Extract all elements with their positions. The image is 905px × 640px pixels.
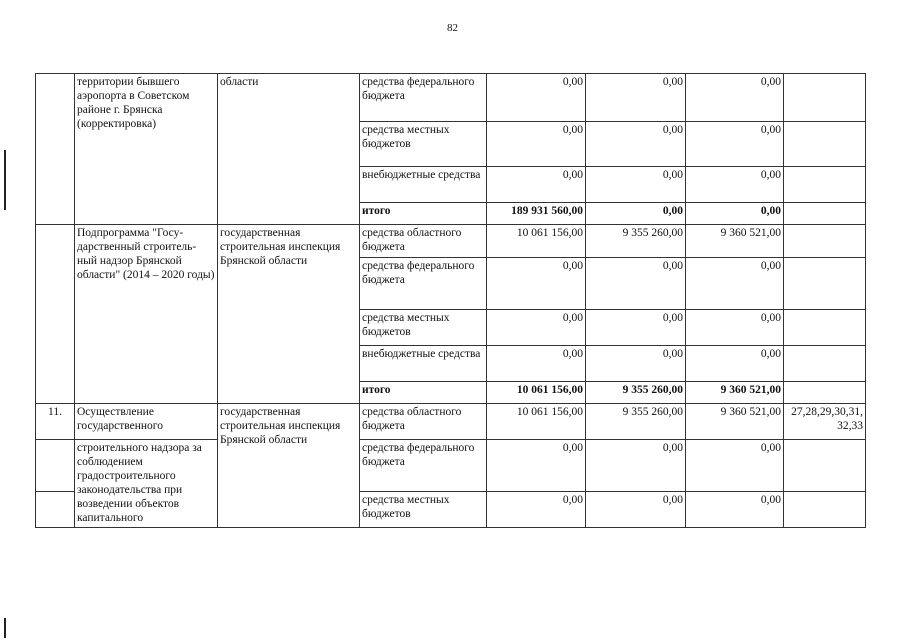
year3-value: 0,00 — [686, 258, 784, 310]
year2-value: 9 355 260,00 — [586, 404, 686, 440]
table-row — [36, 440, 866, 492]
executor-cell: области — [218, 74, 360, 225]
year1-value: 10 061 156,00 — [487, 404, 586, 440]
table-row — [36, 225, 866, 258]
year3-total: 0,00 — [686, 203, 784, 225]
year3-value: 9 360 521,00 — [686, 404, 784, 440]
index-cell — [36, 492, 75, 528]
funding-source-cell: средства федерального бюджета — [360, 258, 487, 310]
funding-source-cell: средства местных бюджетов — [360, 310, 487, 346]
measure-name-continued-cell: строительного надзора за соблюдением градостроительного законодательства при возведении объектов капитального — [75, 440, 218, 528]
funding-source-cell: внебюджетные средства — [360, 346, 487, 382]
total-label: итого — [360, 203, 487, 225]
funding-source-cell: средства местных бюджетов — [360, 122, 487, 167]
year2-total: 9 355 260,00 — [586, 382, 686, 404]
indicators-cell — [784, 225, 866, 258]
year1-value: 0,00 — [487, 346, 586, 382]
year3-total: 9 360 521,00 — [686, 382, 784, 404]
indicators-cell — [784, 440, 866, 492]
year3-value: 0,00 — [686, 74, 784, 122]
executor-cell: государственная строительная инспекция Брянской области — [218, 225, 360, 404]
table-row — [36, 74, 866, 122]
year3-value: 0,00 — [686, 310, 784, 346]
indicators-cell — [784, 310, 866, 346]
year3-value: 0,00 — [686, 440, 784, 492]
indicators-cell — [784, 258, 866, 310]
year3-value: 0,00 — [686, 492, 784, 528]
funding-source-cell: средства федерального бюджета — [360, 74, 487, 122]
year1-value: 0,00 — [487, 167, 586, 203]
indicators-cell — [784, 167, 866, 203]
year3-value: 0,00 — [686, 167, 784, 203]
funding-source-cell: средства областного бюджета — [360, 225, 487, 258]
funding-source-cell: средства местных бюджетов — [360, 492, 487, 528]
funding-source-cell: средства областного бюджета — [360, 404, 487, 440]
year2-value: 0,00 — [586, 122, 686, 167]
indicators-cell — [784, 122, 866, 167]
indicators-cell — [784, 203, 866, 225]
executor-cell: государственная строительная инспекция Брянской области — [218, 404, 360, 528]
year3-value: 0,00 — [686, 346, 784, 382]
year1-total: 189 931 560,00 — [487, 203, 586, 225]
index-cell — [36, 440, 75, 492]
indicators-cell — [784, 382, 866, 404]
funding-source-cell: внебюджетные средства — [360, 167, 487, 203]
year1-value: 10 061 156,00 — [487, 225, 586, 258]
indicators-cell — [784, 346, 866, 382]
year2-value: 9 355 260,00 — [586, 225, 686, 258]
subprogram-name-cell: Подпрограмма "Госу-дарственный строитель-ный надзор Брянской области" (2014 – 2020 годы) — [75, 225, 218, 404]
year3-value: 9 360 521,00 — [686, 225, 784, 258]
year2-value: 0,00 — [586, 440, 686, 492]
indicators-cell — [784, 74, 866, 122]
page-number: 82 — [447, 22, 458, 34]
year2-value: 0,00 — [586, 346, 686, 382]
year1-value: 0,00 — [487, 440, 586, 492]
year3-value: 0,00 — [686, 122, 784, 167]
year2-value: 0,00 — [586, 258, 686, 310]
year2-value: 0,00 — [586, 74, 686, 122]
indicators-cell — [784, 492, 866, 528]
measure-name-cell: Осуществление государственного — [75, 404, 218, 440]
indicators-cell: 27,28,29,30,31, 32,33 — [784, 404, 866, 440]
financing-table — [35, 73, 866, 528]
total-label: итого — [360, 382, 487, 404]
index-cell — [36, 225, 75, 404]
year1-value: 0,00 — [487, 122, 586, 167]
year2-total: 0,00 — [586, 203, 686, 225]
binding-mark-bottom — [4, 618, 6, 638]
year1-value: 0,00 — [487, 74, 586, 122]
year1-total: 10 061 156,00 — [487, 382, 586, 404]
index-cell — [36, 74, 75, 225]
year2-value: 0,00 — [586, 492, 686, 528]
year2-value: 0,00 — [586, 167, 686, 203]
binding-mark-top — [4, 150, 6, 210]
year1-value: 0,00 — [487, 258, 586, 310]
index-cell: 11. — [36, 404, 75, 440]
year1-value: 0,00 — [487, 310, 586, 346]
table-row — [36, 404, 866, 440]
measure-name-cell: территории бывшего аэропорта в Советском районе г. Брянска (корректировка) — [75, 74, 218, 225]
funding-source-cell: средства федерального бюджета — [360, 440, 487, 492]
year2-value: 0,00 — [586, 310, 686, 346]
year1-value: 0,00 — [487, 492, 586, 528]
